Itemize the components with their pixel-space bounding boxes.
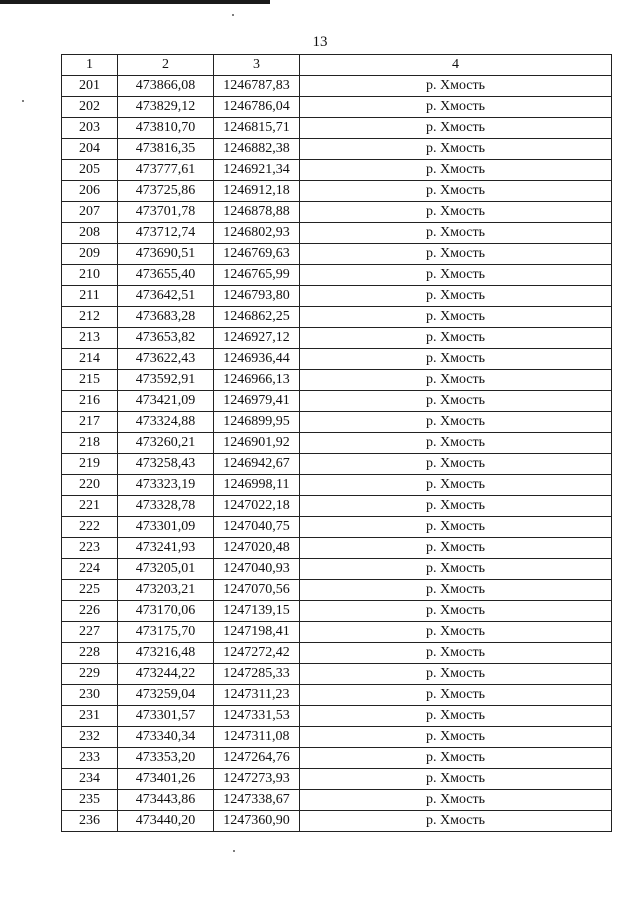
table-row [62,265,612,286]
y-coordinate-cell: 1247022,18 [214,496,300,517]
point-number-cell: 224 [62,559,118,580]
x-coordinate-cell: 473816,35 [118,139,214,160]
y-coordinate-cell: 1246998,11 [214,475,300,496]
y-coordinate-cell: 1247198,41 [214,622,300,643]
table-row [62,538,612,559]
description-cell: р. Хмость [300,811,612,832]
point-number-cell: 217 [62,412,118,433]
x-coordinate-cell: 473655,40 [118,265,214,286]
x-coordinate-cell: 473259,04 [118,685,214,706]
description-cell: р. Хмость [300,685,612,706]
description-cell: р. Хмость [300,748,612,769]
x-coordinate-cell: 473810,70 [118,118,214,139]
point-number-cell: 229 [62,664,118,685]
point-number-cell: 230 [62,685,118,706]
point-number-cell: 212 [62,307,118,328]
description-cell: р. Хмость [300,622,612,643]
point-number-cell: 205 [62,160,118,181]
y-coordinate-cell: 1247338,67 [214,790,300,811]
description-cell: р. Хмость [300,139,612,160]
description-cell: р. Хмость [300,97,612,118]
point-number-cell: 219 [62,454,118,475]
description-cell: р. Хмость [300,601,612,622]
description-cell: р. Хмость [300,307,612,328]
y-coordinate-cell: 1247360,90 [214,811,300,832]
point-number-cell: 220 [62,475,118,496]
point-number-cell: 231 [62,706,118,727]
description-cell: р. Хмость [300,559,612,580]
table-row [62,517,612,538]
scan-speck [22,100,24,102]
header-cell-description: 4 [300,55,612,76]
table-row [62,622,612,643]
x-coordinate-cell: 473340,34 [118,727,214,748]
x-coordinate-cell: 473244,22 [118,664,214,685]
table-row [62,391,612,412]
x-coordinate-cell: 473301,57 [118,706,214,727]
y-coordinate-cell: 1246787,83 [214,76,300,97]
y-coordinate-cell: 1246927,12 [214,328,300,349]
y-coordinate-cell: 1246765,99 [214,265,300,286]
table-row [62,349,612,370]
table-row [62,307,612,328]
y-coordinate-cell: 1247264,76 [214,748,300,769]
x-coordinate-cell: 473683,28 [118,307,214,328]
table-row [62,811,612,832]
table-row [62,223,612,244]
table-row [62,790,612,811]
x-coordinate-cell: 473258,43 [118,454,214,475]
x-coordinate-cell: 473440,20 [118,811,214,832]
table-row [62,727,612,748]
point-number-cell: 233 [62,748,118,769]
table-row [62,475,612,496]
y-coordinate-cell: 1246815,71 [214,118,300,139]
point-number-cell: 227 [62,622,118,643]
description-cell: р. Хмость [300,706,612,727]
point-number-cell: 213 [62,328,118,349]
table-row [62,559,612,580]
x-coordinate-cell: 473725,86 [118,181,214,202]
y-coordinate-cell: 1246899,95 [214,412,300,433]
description-cell: р. Хмость [300,76,612,97]
description-cell: р. Хмость [300,349,612,370]
table-row [62,706,612,727]
description-cell: р. Хмость [300,454,612,475]
x-coordinate-cell: 473622,43 [118,349,214,370]
point-number-cell: 216 [62,391,118,412]
point-number-cell: 202 [62,97,118,118]
point-number-cell: 214 [62,349,118,370]
table-row [62,76,612,97]
point-number-cell: 222 [62,517,118,538]
table-row [62,139,612,160]
x-coordinate-cell: 473353,20 [118,748,214,769]
description-cell: р. Хмость [300,643,612,664]
x-coordinate-cell: 473866,08 [118,76,214,97]
description-cell: р. Хмость [300,475,612,496]
y-coordinate-cell: 1247272,42 [214,643,300,664]
x-coordinate-cell: 473328,78 [118,496,214,517]
point-number-cell: 211 [62,286,118,307]
y-coordinate-cell: 1246979,41 [214,391,300,412]
table-row [62,580,612,601]
point-number-cell: 207 [62,202,118,223]
point-number-cell: 235 [62,790,118,811]
description-cell: р. Хмость [300,202,612,223]
y-coordinate-cell: 1246862,25 [214,307,300,328]
description-cell: р. Хмость [300,790,612,811]
header-cell-point-number: 1 [62,55,118,76]
point-number-cell: 234 [62,769,118,790]
x-coordinate-cell: 473592,91 [118,370,214,391]
description-cell: р. Хмость [300,244,612,265]
point-number-cell: 221 [62,496,118,517]
header-row [62,55,612,76]
y-coordinate-cell: 1247311,08 [214,727,300,748]
point-number-cell: 232 [62,727,118,748]
x-coordinate-cell: 473829,12 [118,97,214,118]
y-coordinate-cell: 1246921,34 [214,160,300,181]
page-number: 13 [312,34,328,50]
description-cell: р. Хмость [300,391,612,412]
description-cell: р. Хмость [300,433,612,454]
x-coordinate-cell: 473653,82 [118,328,214,349]
description-cell: р. Хмость [300,580,612,601]
table-header [62,55,612,76]
point-number-cell: 226 [62,601,118,622]
y-coordinate-cell: 1246966,13 [214,370,300,391]
x-coordinate-cell: 473170,06 [118,601,214,622]
table-row [62,97,612,118]
description-cell: р. Хмость [300,286,612,307]
x-coordinate-cell: 473690,51 [118,244,214,265]
y-coordinate-cell: 1247273,93 [214,769,300,790]
description-cell: р. Хмость [300,538,612,559]
description-cell: р. Хмость [300,181,612,202]
y-coordinate-cell: 1247331,53 [214,706,300,727]
x-coordinate-cell: 473216,48 [118,643,214,664]
table-row [62,181,612,202]
description-cell: р. Хмость [300,160,612,181]
table-row [62,160,612,181]
point-number-cell: 225 [62,580,118,601]
table-row [62,643,612,664]
y-coordinate-cell: 1246769,63 [214,244,300,265]
description-cell: р. Хмость [300,664,612,685]
description-cell: р. Хмость [300,328,612,349]
y-coordinate-cell: 1247040,93 [214,559,300,580]
x-coordinate-cell: 473301,09 [118,517,214,538]
y-coordinate-cell: 1247285,33 [214,664,300,685]
y-coordinate-cell: 1246802,93 [214,223,300,244]
y-coordinate-cell: 1246786,04 [214,97,300,118]
point-number-cell: 215 [62,370,118,391]
coordinates-table [61,54,612,832]
top-scan-rule [0,0,270,4]
x-coordinate-cell: 473323,19 [118,475,214,496]
scan-speck [232,14,234,16]
y-coordinate-cell: 1247139,15 [214,601,300,622]
point-number-cell: 218 [62,433,118,454]
header-cell-y: 3 [214,55,300,76]
table-row [62,769,612,790]
point-number-cell: 236 [62,811,118,832]
header-cell-x: 2 [118,55,214,76]
description-cell: р. Хмость [300,265,612,286]
y-coordinate-cell: 1246942,67 [214,454,300,475]
description-cell: р. Хмость [300,517,612,538]
x-coordinate-cell: 473324,88 [118,412,214,433]
table-row [62,664,612,685]
scan-speck [233,850,235,852]
x-coordinate-cell: 473712,74 [118,223,214,244]
y-coordinate-cell: 1246936,44 [214,349,300,370]
point-number-cell: 223 [62,538,118,559]
table-row [62,601,612,622]
table-row [62,748,612,769]
y-coordinate-cell: 1247040,75 [214,517,300,538]
table-row [62,118,612,139]
x-coordinate-cell: 473642,51 [118,286,214,307]
point-number-cell: 210 [62,265,118,286]
point-number-cell: 208 [62,223,118,244]
y-coordinate-cell: 1246901,92 [214,433,300,454]
description-cell: р. Хмость [300,769,612,790]
table-row [62,202,612,223]
point-number-cell: 204 [62,139,118,160]
table-row [62,685,612,706]
description-cell: р. Хмость [300,118,612,139]
point-number-cell: 228 [62,643,118,664]
table-body [62,76,612,832]
x-coordinate-cell: 473701,78 [118,202,214,223]
y-coordinate-cell: 1247311,23 [214,685,300,706]
x-coordinate-cell: 473175,70 [118,622,214,643]
x-coordinate-cell: 473421,09 [118,391,214,412]
y-coordinate-cell: 1246882,38 [214,139,300,160]
x-coordinate-cell: 473205,01 [118,559,214,580]
x-coordinate-cell: 473401,26 [118,769,214,790]
x-coordinate-cell: 473241,93 [118,538,214,559]
y-coordinate-cell: 1246912,18 [214,181,300,202]
point-number-cell: 203 [62,118,118,139]
table-row [62,496,612,517]
x-coordinate-cell: 473203,21 [118,580,214,601]
description-cell: р. Хмость [300,370,612,391]
description-cell: р. Хмость [300,496,612,517]
description-cell: р. Хмость [300,412,612,433]
table-row [62,370,612,391]
table-row [62,454,612,475]
x-coordinate-cell: 473443,86 [118,790,214,811]
y-coordinate-cell: 1247020,48 [214,538,300,559]
y-coordinate-cell: 1246793,80 [214,286,300,307]
x-coordinate-cell: 473777,61 [118,160,214,181]
table-row [62,244,612,265]
y-coordinate-cell: 1246878,88 [214,202,300,223]
table-row [62,412,612,433]
x-coordinate-cell: 473260,21 [118,433,214,454]
table-row [62,433,612,454]
point-number-cell: 206 [62,181,118,202]
table-row [62,328,612,349]
table-row [62,286,612,307]
description-cell: р. Хмость [300,223,612,244]
point-number-cell: 209 [62,244,118,265]
description-cell: р. Хмость [300,727,612,748]
y-coordinate-cell: 1247070,56 [214,580,300,601]
point-number-cell: 201 [62,76,118,97]
